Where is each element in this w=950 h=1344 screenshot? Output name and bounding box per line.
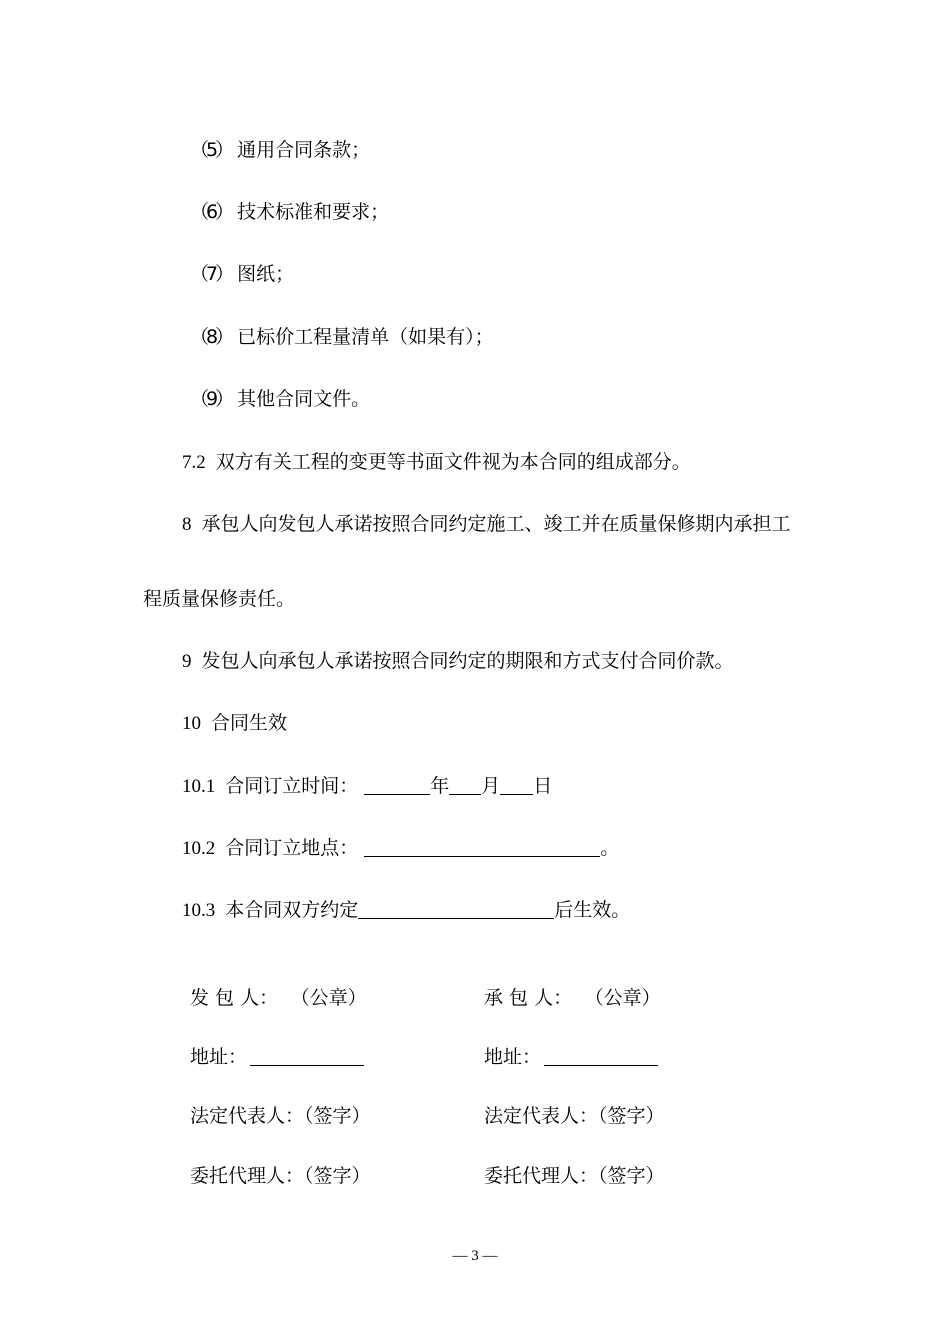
list-item-5 (190, 139, 370, 161)
clause-text: 程质量保修责任。 (143, 588, 296, 610)
clause-8-line-2 (143, 588, 295, 610)
clause-number: 10.3 (182, 900, 216, 921)
list-item-label: （7） (190, 263, 232, 285)
list-item-label: （9） (190, 388, 232, 410)
list-item-text: 技术标准和要求； (237, 201, 390, 223)
contractor-legal-rep (484, 1105, 665, 1127)
day-label: 日 (533, 775, 553, 797)
list-item-9 (190, 388, 370, 410)
list-item-7 (190, 263, 294, 285)
month-label: 月 (481, 775, 501, 797)
list-item-6 (190, 201, 389, 223)
list-item-8 (190, 326, 494, 348)
contractor-agent (484, 1165, 665, 1187)
list-item-label: （5） (190, 139, 232, 161)
contractor-seal: （公章） (594, 987, 661, 1009)
list-item-label: （8） (190, 326, 232, 348)
employer-address-label: 地址： (190, 1046, 248, 1068)
clause-7-2 (182, 451, 691, 473)
list-item-text: 图纸； (237, 263, 295, 285)
contractor-address (484, 1046, 658, 1068)
clause-text: 合同生效 (211, 712, 288, 734)
day-blank (500, 776, 533, 795)
clause-10-3 (182, 899, 630, 921)
clause-label: 合同订立时间： (225, 775, 359, 797)
clause-text: 发包人向承包人承诺按照合同约定的期限和方式支付合同价款。 (201, 650, 734, 672)
contractor-legal-rep-label: 法定代表人：（签字） (484, 1105, 665, 1127)
employer-address-blank (250, 1047, 364, 1066)
clause-number: 10.1 (182, 776, 216, 797)
contractor-agent-label: 委托代理人：（签字） (484, 1165, 665, 1187)
contractor-address-blank (544, 1047, 658, 1066)
employer-legal-rep (190, 1105, 371, 1127)
employer-legal-rep-label: 法定代表人：（签字） (190, 1105, 371, 1127)
clause-10-1 (182, 775, 552, 797)
contractor-party-label: 承 包 人： (484, 987, 573, 1009)
page-number: — 3 — (452, 1248, 498, 1264)
employer-party-label: 发 包 人： (190, 987, 279, 1009)
place-blank (364, 838, 600, 857)
list-item-text: 其他合同文件。 (237, 388, 371, 410)
clause-number: 7.2 (182, 452, 206, 473)
contractor-party (484, 987, 661, 1009)
clause-9 (182, 650, 734, 672)
condition-blank (358, 900, 554, 919)
clause-number: 9 (182, 651, 192, 672)
list-item-label: （6） (190, 201, 232, 223)
clause-10 (182, 712, 287, 734)
clause-10-2 (182, 837, 619, 859)
month-blank (449, 776, 481, 795)
employer-party (190, 987, 367, 1009)
contractor-address-label: 地址： (484, 1046, 542, 1068)
clause-label: 本合同双方约定 (225, 899, 359, 921)
clause-text: 双方有关工程的变更等书面文件视为本合同的组成部分。 (215, 451, 691, 473)
employer-agent-label: 委托代理人：（签字） (190, 1165, 371, 1187)
clause-number: 8 (182, 514, 192, 535)
clause-number: 10.2 (182, 838, 216, 859)
clause-text: 承包人向发包人承诺按照合同约定施工、竣工并在质量保修期内承担工 (201, 513, 791, 535)
clause-end: 。 (600, 837, 620, 859)
clause-label: 合同订立地点： (225, 837, 359, 859)
year-label: 年 (430, 775, 450, 797)
employer-seal: （公章） (300, 987, 367, 1009)
clause-number: 10 (182, 713, 201, 734)
year-blank (364, 776, 430, 795)
employer-agent (190, 1165, 371, 1187)
list-item-text: 已标价工程量清单（如果有）； (237, 326, 494, 348)
employer-address (190, 1046, 364, 1068)
clause-8-line-1 (182, 513, 791, 535)
clause-end: 后生效。 (554, 899, 631, 921)
list-item-text: 通用合同条款； (237, 139, 371, 161)
